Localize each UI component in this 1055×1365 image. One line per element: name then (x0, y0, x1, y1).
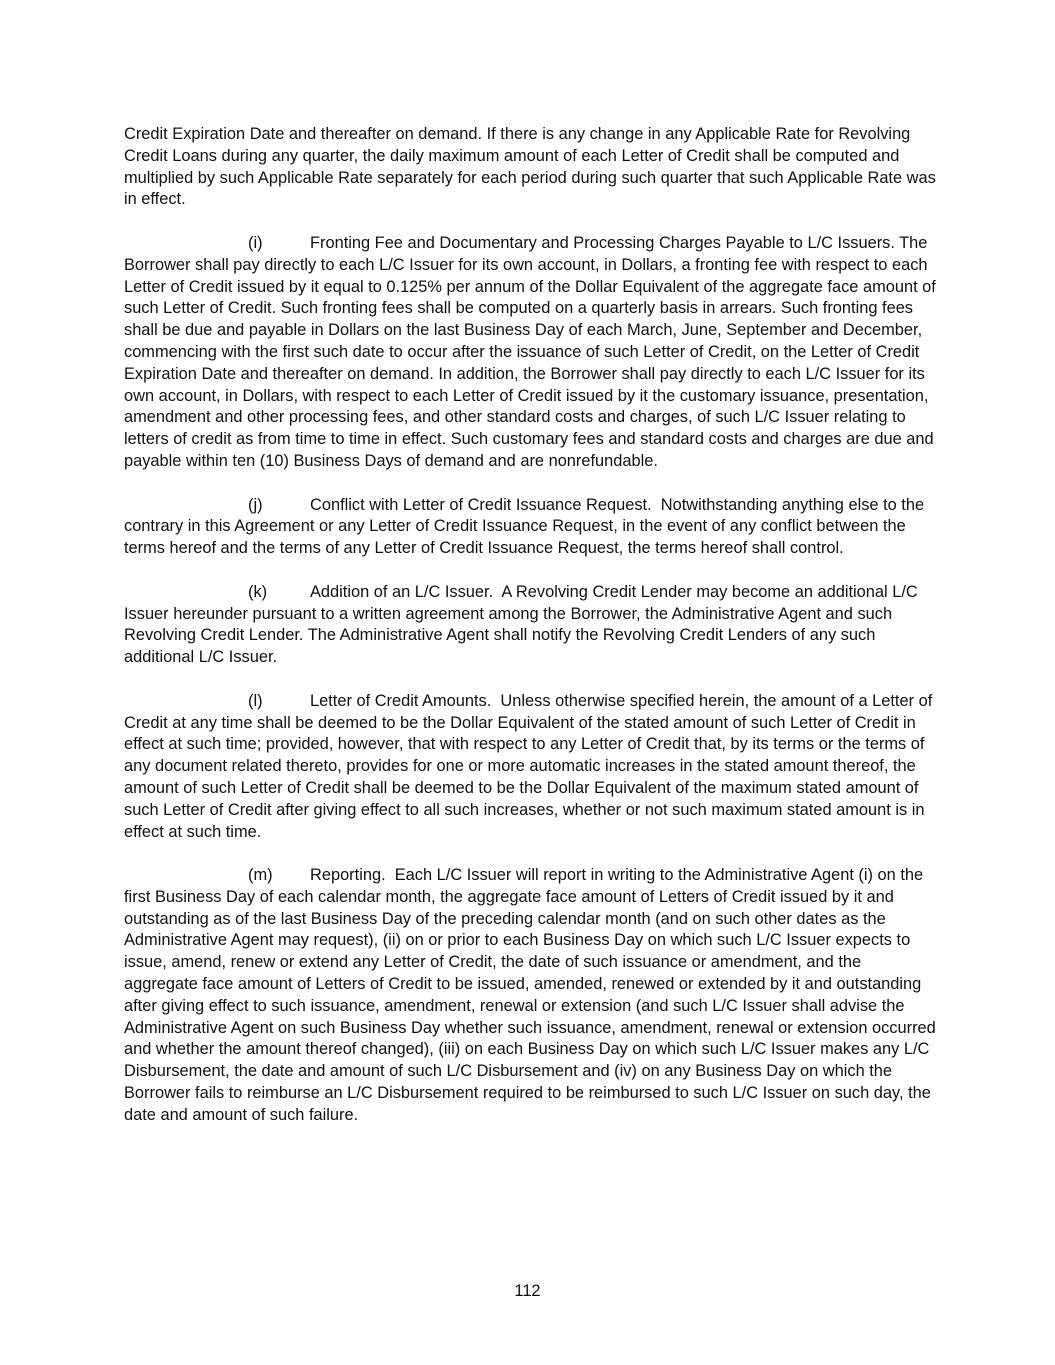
paragraph-k (124, 582, 936, 669)
paragraph-number: (j) (248, 495, 263, 514)
paragraph-heading: Addition of an L/C Issuer. (310, 582, 494, 601)
paragraph-m (124, 865, 936, 1127)
paragraph-text: Each L/C Issuer will report in writing to the Administrative Agent (i) on the first Business Day of each calendar month, the aggregate face amount of Letters of Credit issued by it and outstanding as of the last Business Day of the preceding calendar month (and on such other dates as the Administrative Agent may request), (ii) on or prior to each Business Day on which such L/C Issuer expects to issue, amend, renew or extend any Letter of Credit, the date of such issuance or amendment, and the aggregate face amount of Letters of Credit to be issued, amended, renewed or extended by it and outstanding after giving effect to such issuance, amendment, renewal or extension (and such L/C Issuer shall advise the Administrative Agent on such Business Day whether such issuance, amendment, renewal or extension occurred and whether the amount thereof changed), (iii) on each Business Day on which such L/C Issuer makes any L/C Disbursement, the date and amount of such L/C Disbursement and (iv) on any Business Day on which the Borrower fails to reimburse an L/C Disbursement required to be reimbursed to such L/C Issuer on such day, the date and amount of such failure. (124, 866, 936, 1124)
document-body (124, 124, 936, 1148)
paragraph-number: (k) (248, 582, 268, 601)
paragraph-heading: Fronting Fee and Documentary and Processing Charges Payable to L/C Issuers. (310, 233, 895, 252)
paragraph-heading: Letter of Credit Amounts. (310, 691, 492, 710)
paragraph-number: (m) (248, 866, 273, 885)
paragraph-i (124, 233, 936, 473)
paragraph-heading: Conflict with Letter of Credit Issuance Request. (310, 495, 652, 514)
paragraph-l (124, 691, 936, 844)
paragraph-number: (l) (248, 691, 263, 710)
paragraph-text: The Borrower shall pay directly to each L/C Issuer for its own account, in Dollars, a fronting fee with respect to each Letter of Credit issued by it equal to 0.125% per annum of the Dollar Equivalent of the aggregate face amount of such Letter of Credit. Such fronting fees shall be computed on a quarterly basis in arrears. Such fronting fees shall be due and payable in Dollars on the last Business Day of each March, June, September and December, commencing with the first such date to occur after the issuance of such Letter of Credit, on the Letter of Credit Expiration Date and thereafter on demand. In addition, the Borrower shall pay directly to each L/C Issuer for its own account, in Dollars, with respect to each Letter of Credit issued by it the customary issuance, presentation, amendment and other processing fees, and other standard costs and charges, of such L/C Issuer relating to letters of credit as from time to time in effect. Such customary fees and standard costs and charges are due and payable within ten (10) Business Days of demand and are nonrefundable. (124, 233, 936, 470)
paragraph-number: (i) (248, 233, 263, 252)
paragraph-text: Unless otherwise specified herein, the amount of a Letter of Credit at any time shall be deemed to be the Dollar Equivalent of the stated amount of such Letter of Credit in effect at such time; provided, however, that with respect to any Letter of Credit that, by its terms or the terms of any document related thereto, provides for one or more automatic increases in the stated amount thereof, the amount of such Letter of Credit shall be deemed to be the Dollar Equivalent of the maximum stated amount of such Letter of Credit after giving effect to all such increases, whether or not such maximum stated amount is in effect at such time. (124, 691, 933, 841)
page-number: 112 (514, 1282, 541, 1300)
paragraph-heading: Reporting. (310, 866, 386, 885)
paragraph-j (124, 495, 936, 560)
paragraph-continuation (124, 124, 936, 211)
paragraph-text: Credit Expiration Date and thereafter on demand. If there is any change in any Applicable Rate for Revolving Credit Loans during any quarter, the daily maximum amount of each Letter of Credit shall be computed and multiplied by such Applicable Rate separately for each period during such quarter that such Applicable Rate was in effect. (124, 125, 936, 209)
paragraph-text: A Revolving Credit Lender may become an additional L/C Issuer hereunder pursuant to a written agreement among the Borrower, the Administrative Agent and such Revolving Credit Lender. The Administrative Agent shall notify the Revolving Credit Lenders of any such additional L/C Issuer. (124, 582, 918, 667)
paragraph-text: Notwithstanding anything else to the contrary in this Agreement or any Letter of Credit Issuance Request, in the event of any conflict between the terms hereof and the terms of any Letter of Credit Issuance Request, the terms hereof shall control. (124, 495, 925, 558)
